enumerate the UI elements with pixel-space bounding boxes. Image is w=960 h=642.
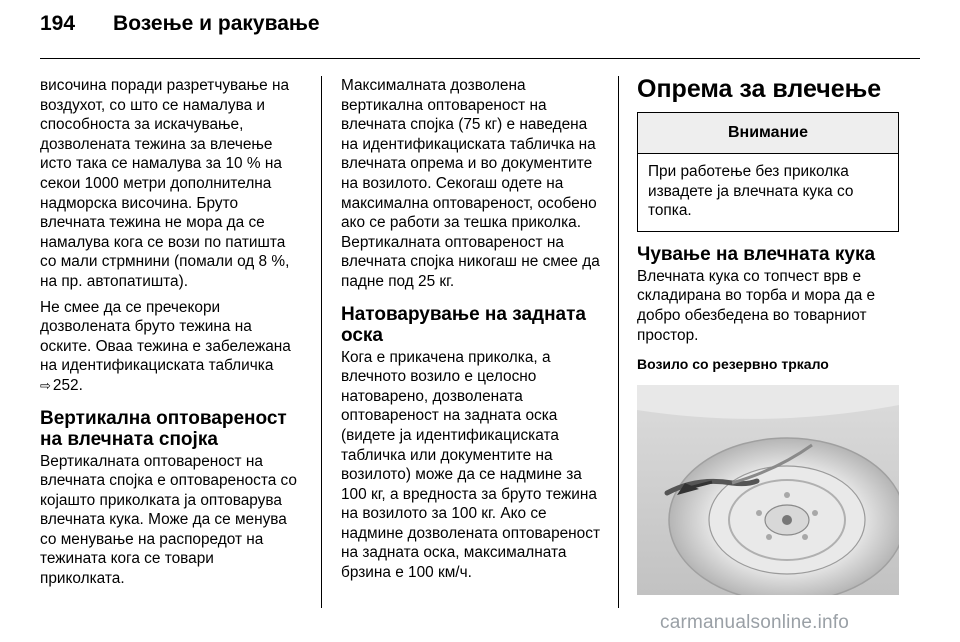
heading-storage: Чување на влечната кука <box>637 243 876 265</box>
column-3 <box>637 74 899 595</box>
page-reference[interactable]: 252. <box>52 376 83 394</box>
paragraph-rear-axle: Кога е прикачена приколка, а влечното возило е целосно натоварено, дозволената оптовареност на задната оска (видете ја идентификациската табличка или документите на возилото) може да се надмине за 100 кг, а вредноста за бруто тежина на возилото за 100 кг. Ако се надмине дозволената оптовареност на задната оска, максималната брзина е 100 км/ч. <box>341 348 600 582</box>
paragraph-storage: Влечната кука со топчест врв е складирана во торба и мора да е добро обезбедена во товарниот простор. <box>637 267 876 344</box>
paragraph-altitude: височина поради разретчување на воздухот, со што се намалува и способноста за искачување, дозволената тежина за влечење исто така се намалува за 10 % на секои 1000 метри дополнителна надморска височина. Бруто влечната тежина не мора да се намалува кога се вози по патишта со мали стрмнини (помали од 8 %, на пр. автопатишта). <box>40 77 290 290</box>
paragraph-axle-weight <box>40 298 302 396</box>
warning-text: При работење без приколка извадете ја влечната кука со топка. <box>648 163 854 220</box>
column-divider-1 <box>321 76 322 608</box>
page-header <box>40 12 320 46</box>
column-divider-2 <box>618 76 619 608</box>
header-rule <box>40 58 920 59</box>
paragraph-max-vertical-load: Максималната дозволена вертикална оптовареност на влечната спојка (75 кг) е наведена на идентификациската табличка на влечната опрема и во документите на возилото. Секогаш одете на максимална оптовареност, особено ако се работи за тешка приколка. Вертикалната оптовареност на влечната спојка никогаш не смее да падне под 25 кг. <box>341 77 600 290</box>
paragraph-vertical-load: Вертикалната оптовареност на влечната спојка е оптовареноста со којашто приколката ја оптоварува влечната кука. Може да се менува со менување на распоредот на тежината кога се товари приколката. <box>40 452 297 588</box>
heading-vertical-load: Вертикална оптовареност на влечната спојка <box>40 407 287 450</box>
page-title: Возење и ракување <box>113 12 320 35</box>
heading-rear-axle: Натоварување на задната оска <box>341 303 586 346</box>
warning-title: Внимание <box>638 113 898 154</box>
paragraph-axle-weight-text: Не смее да се пречекори дозволената бруто тежина на оските. Оваа тежина е забележана на идентификациската табличка <box>40 298 291 375</box>
column-1 <box>40 76 302 595</box>
heading-spare-wheel: Возило со резервно тркало <box>637 356 829 373</box>
heading-towing-equipment: Опрема за влечење <box>637 75 882 103</box>
column-2 <box>341 76 603 589</box>
watermark: carmanualsonline.info <box>660 612 850 633</box>
warning-box <box>637 112 899 232</box>
page-number: 194 <box>40 12 76 35</box>
ref-arrow-icon: ⇨ <box>40 377 51 393</box>
spare-wheel-photo <box>637 385 899 595</box>
